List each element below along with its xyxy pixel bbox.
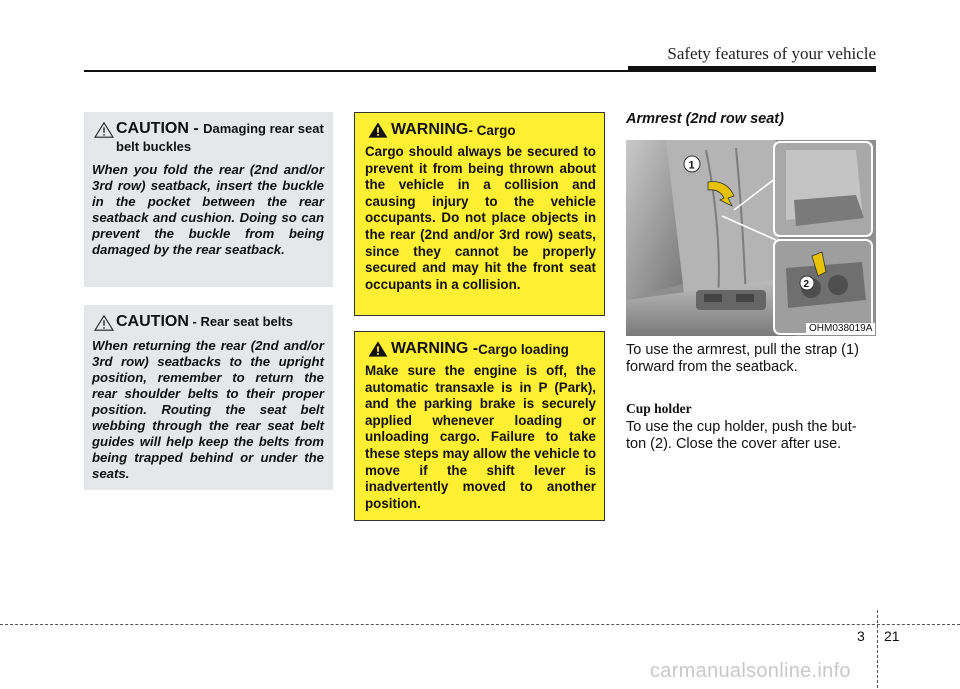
caution-triangle-icon	[92, 121, 116, 139]
caution-triangle-icon	[92, 314, 116, 332]
page-header-title: Safety features of your vehicle	[667, 44, 876, 63]
chapter-number: 3	[857, 628, 865, 644]
armrest-cupholder-illustration	[626, 140, 876, 336]
warning-cargo-subtitle: - Cargo	[468, 122, 516, 138]
callout-2-label: 2	[803, 279, 810, 290]
caution-buckles-heading	[92, 120, 324, 156]
warning-loading-heading	[365, 340, 596, 358]
warning-triangle-icon	[365, 340, 391, 358]
warning-cargo-label: WARNING	[391, 121, 469, 138]
caution-belts-body: When returning the rear (2nd and/or 3rd row) seatbacks to the upright position, remember to return the rear shoulder belts to their proper position. Routing the seat belt webbing through the rear seat belt guides will help keep the belts from being trapped behind or under the seats.	[92, 338, 324, 481]
cup-holder-text: To use the cup holder, push the but-ton (2). Close the cover after use.	[626, 419, 857, 452]
warning-loading-body: Make sure the engine is off, the automatic transaxle is in P (Park), and the parking brake is securely applied whenever loading or unloading cargo. Failure to take these steps may allow the vehicle to move if the shift lever is inadvertently moved to another position.	[365, 363, 596, 511]
warning-loading-box	[354, 331, 605, 521]
warning-loading-label: WARNING -	[391, 340, 479, 357]
caution-belts-box	[84, 305, 333, 490]
callout-1-label: 1	[688, 159, 695, 172]
caution-belts-label: CAUTION	[116, 313, 189, 330]
warning-cargo-body: Cargo should always be secured to prevent it from being thrown about the vehicle in a collision and causing injury to the vehicle occupants. Do not place objects in the rear (2nd and/or 3rd row) seats, since they cannot be properly secured and may hit the front seat occupants in a collision.	[365, 144, 596, 292]
footer-rule	[0, 624, 960, 625]
figure-code: OHM038019A	[806, 323, 875, 335]
caution-belts-heading	[92, 313, 324, 332]
armrest-text: To use the armrest, pull the strap (1) forward from the seatback.	[626, 342, 859, 375]
watermark: carmanualsonline.info	[650, 660, 851, 682]
caution-buckles-subtitle: Damaging rear seat belt buckles	[116, 121, 324, 154]
page-number: 21	[884, 628, 900, 644]
armrest-title: Armrest (2nd row seat)	[626, 111, 784, 127]
caution-buckles-box	[84, 112, 333, 287]
caution-belts-subtitle: - Rear seat belts	[188, 314, 293, 329]
page-number-separator	[877, 610, 878, 688]
cup-holder-title: Cup holder	[626, 401, 692, 416]
caution-buckles-body: When you fold the rear (2nd and/or 3rd row) seatback, insert the buckle in the pocket between the rear seatback and cushion. Doing so can prevent the buckle from being damaged by the rear seatback.	[92, 162, 324, 257]
warning-loading-subtitle: Cargo loading	[478, 341, 569, 357]
warning-cargo-heading	[365, 121, 596, 139]
caution-buckles-label: CAUTION -	[116, 120, 199, 137]
seat-illustration-icon	[626, 140, 876, 336]
warning-cargo-box	[354, 112, 605, 316]
header-rule-accent	[628, 66, 876, 72]
warning-triangle-icon	[365, 121, 391, 139]
